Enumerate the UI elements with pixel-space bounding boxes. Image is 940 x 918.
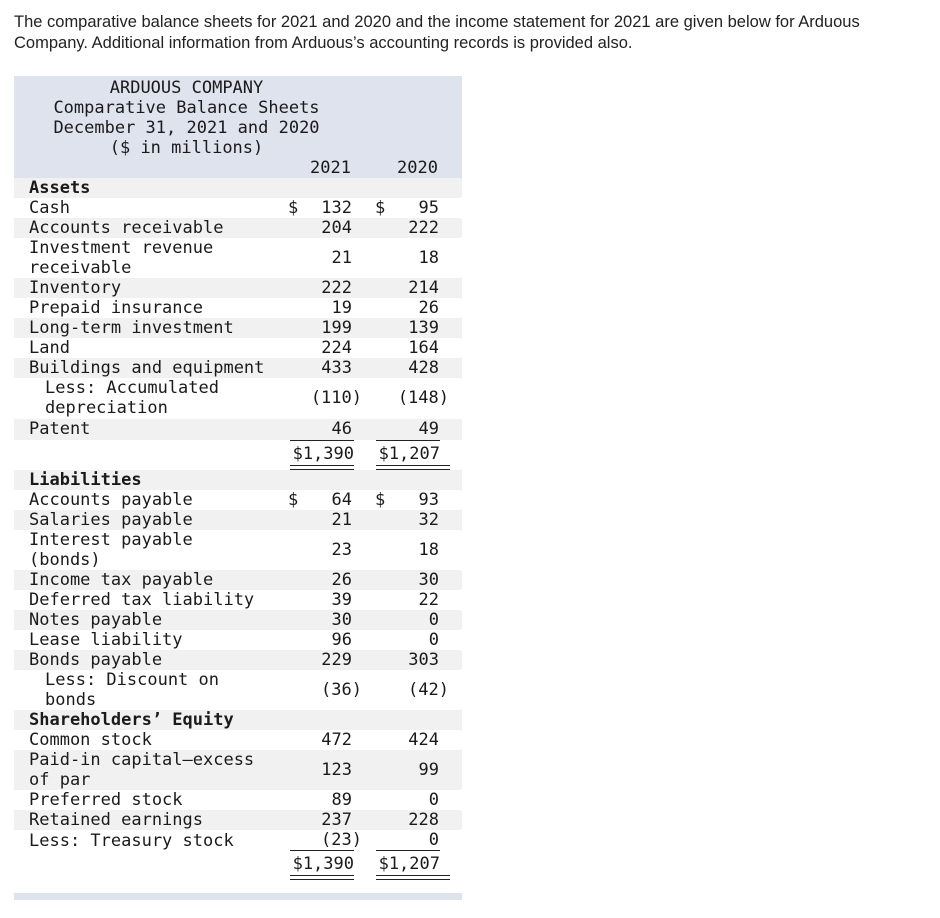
dollar-sign: $ — [288, 490, 299, 510]
table-row — [14, 790, 462, 810]
value-2020: 164 — [408, 338, 439, 358]
intro-text: The comparative balance sheets for 2021 and 2020 and the income statement for 2021 are given below for Arduous Company. Additional information from Arduous’s accounting records is provided also. — [14, 13, 860, 52]
table-row — [14, 590, 462, 610]
value-2020: 222 — [408, 218, 439, 238]
value-2021: 229 — [321, 650, 352, 670]
value-2021: 472 — [321, 730, 352, 750]
table-row — [14, 218, 462, 238]
year-2021-heading: 2021 — [310, 158, 351, 178]
total-double-rule — [376, 875, 450, 880]
row-label: Deferred tax liability — [29, 590, 255, 610]
value-2021: 96 — [331, 630, 352, 650]
table-row — [14, 298, 462, 318]
table-row — [14, 730, 462, 750]
value-2021: 222 — [321, 278, 352, 298]
section-heading-row — [14, 710, 462, 730]
total-assets-2021: $1,390 — [292, 444, 354, 464]
value-2021: 39 — [331, 590, 352, 610]
value-2020: 139 — [408, 318, 439, 338]
row-label: Long-term investment — [29, 318, 234, 338]
value-2020: 0 — [428, 830, 439, 850]
value-2021: 23 — [331, 540, 352, 560]
row-label: Income tax payable — [29, 570, 214, 590]
value-2021: 30 — [331, 610, 352, 630]
value-2021: 433 — [321, 358, 352, 378]
value-2020: 0 — [428, 610, 439, 630]
value-2021: 199 — [321, 318, 352, 338]
table-row — [14, 378, 462, 419]
row-label: Land — [29, 338, 70, 358]
value-2021: (23) — [321, 830, 362, 850]
year-2020-heading: 2020 — [397, 158, 438, 178]
row-label: Investment revenue receivable — [29, 238, 224, 278]
row-label: Interest payable (bonds) — [29, 530, 204, 570]
row-label: Paid-in capital–excess of par — [29, 750, 265, 790]
row-label: Less: Discount on bonds — [45, 670, 230, 710]
row-label: Bonds payable — [29, 650, 163, 670]
table-row — [14, 630, 462, 650]
year-header-row — [14, 158, 462, 178]
statement-units: ($ in millions) — [109, 138, 264, 158]
value-2021: (36) — [321, 680, 362, 700]
value-2020: 0 — [428, 630, 439, 650]
table-row — [14, 650, 462, 670]
table-row — [14, 198, 462, 218]
value-2020: 22 — [418, 590, 439, 610]
value-2020: 424 — [408, 730, 439, 750]
table-row — [14, 670, 462, 710]
value-2020: 18 — [418, 248, 439, 268]
row-label: Less: Accumulated depreciation — [45, 378, 230, 418]
row-label: Preferred stock — [29, 790, 183, 810]
value-2021: 204 — [321, 218, 352, 238]
statement-date: December 31, 2021 and 2020 — [53, 118, 320, 138]
value-2020: 93 — [418, 490, 439, 510]
statement-title: Comparative Balance Sheets — [53, 98, 320, 118]
row-label: Accounts payable — [29, 490, 193, 510]
value-2021: 26 — [331, 570, 352, 590]
table-row — [14, 810, 462, 830]
table-row — [14, 490, 462, 510]
row-label: Inventory — [29, 278, 122, 298]
sheet-header — [14, 76, 462, 158]
row-label: Cash — [29, 198, 70, 218]
table-row — [14, 278, 462, 298]
assets-heading: Assets — [29, 178, 91, 198]
table-row — [14, 419, 462, 440]
total-double-rule — [290, 875, 354, 880]
company-name: ARDUOUS COMPANY — [109, 78, 264, 98]
section-heading-row — [14, 178, 462, 198]
value-2021: 123 — [321, 760, 352, 780]
value-2020: 18 — [418, 540, 439, 560]
value-2020: 26 — [418, 298, 439, 318]
value-2021: 132 — [321, 198, 352, 218]
dollar-sign: $ — [375, 198, 386, 218]
value-2020: 303 — [408, 650, 439, 670]
table-row — [14, 530, 462, 570]
table-row — [14, 318, 462, 338]
table-footer-bar — [14, 893, 462, 900]
value-2020: 228 — [408, 810, 439, 830]
subtotal-rule — [376, 850, 440, 851]
value-2021: (110) — [310, 388, 362, 408]
total-liabilities-equity-row — [14, 852, 462, 882]
value-2020: 95 — [418, 198, 439, 218]
row-label: Accounts receivable — [29, 218, 224, 238]
dollar-sign: $ — [375, 490, 386, 510]
value-2020: 0 — [428, 790, 439, 810]
value-2020: 214 — [408, 278, 439, 298]
section-heading-row — [14, 470, 462, 490]
value-2021: 46 — [331, 419, 352, 439]
row-label: Notes payable — [29, 610, 163, 630]
balance-sheet-table — [14, 76, 462, 882]
value-2020: 428 — [408, 358, 439, 378]
row-label: Patent — [29, 419, 91, 439]
value-2020: 49 — [418, 419, 439, 439]
subtotal-rule — [290, 850, 354, 851]
row-label: Prepaid insurance — [29, 298, 203, 318]
value-2020: (42) — [408, 680, 449, 700]
total-assets-row — [14, 440, 462, 470]
row-label: Less: Treasury stock — [29, 831, 234, 851]
table-row — [14, 510, 462, 530]
value-2021: 19 — [331, 298, 352, 318]
table-row — [14, 610, 462, 630]
total-assets-2020: $1,207 — [378, 444, 440, 464]
equity-heading: Shareholders’ Equity — [29, 710, 234, 730]
value-2021: 21 — [331, 248, 352, 268]
value-2021: 64 — [331, 490, 352, 510]
value-2021: 237 — [321, 810, 352, 830]
row-label: Lease liability — [29, 630, 183, 650]
total-liabilities-equity-2021: $1,390 — [292, 854, 354, 874]
row-label: Retained earnings — [29, 810, 203, 830]
table-row — [14, 570, 462, 590]
value-2020: 99 — [418, 760, 439, 780]
total-liabilities-equity-2020: $1,207 — [378, 854, 440, 874]
table-row — [14, 338, 462, 358]
liabilities-heading: Liabilities — [29, 470, 142, 490]
row-label: Common stock — [29, 730, 152, 750]
value-2021: 21 — [331, 510, 352, 530]
value-2021: 224 — [321, 338, 352, 358]
row-label: Salaries payable — [29, 510, 193, 530]
table-row — [14, 238, 462, 278]
table-row — [14, 358, 462, 378]
row-label: Buildings and equipment — [29, 358, 265, 378]
value-2020: 32 — [418, 510, 439, 530]
value-2020: (148) — [397, 388, 449, 408]
value-2020: 30 — [418, 570, 439, 590]
value-2021: 89 — [331, 790, 352, 810]
table-row — [14, 750, 462, 790]
dollar-sign: $ — [288, 198, 299, 218]
table-row — [14, 830, 462, 852]
